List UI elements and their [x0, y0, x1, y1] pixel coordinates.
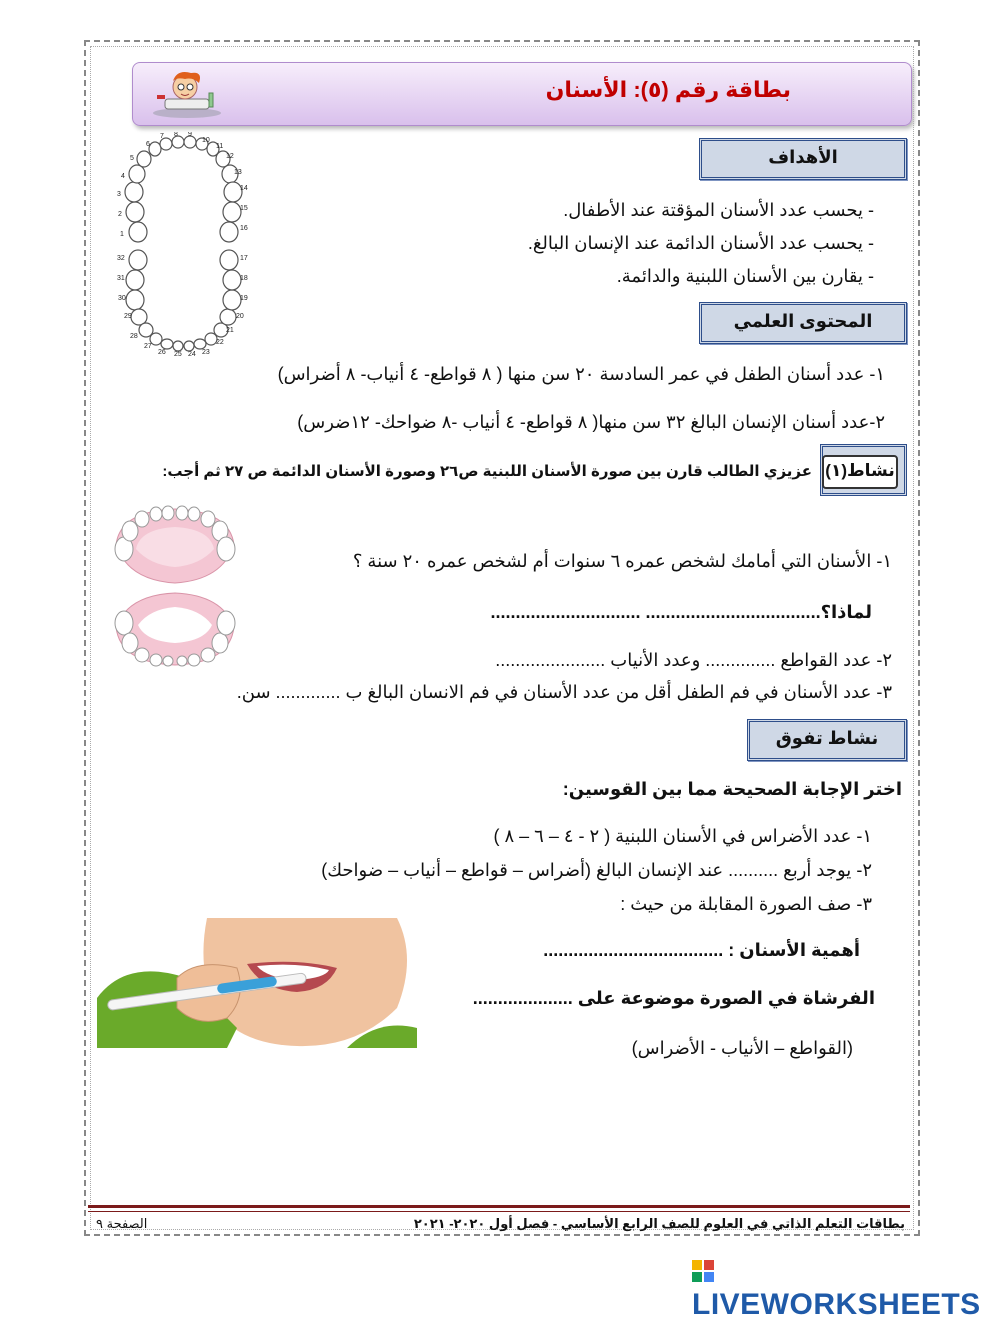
page-title: بطاقة رقم (٥): الأسنان [545, 77, 791, 102]
tooth-number: 1 [120, 231, 124, 238]
tooth-number: 19 [240, 295, 248, 302]
objective-item: - يقارن بين الأسنان اللبنية والدائمة. [616, 266, 874, 286]
content-line: ١- عدد أسنان الطفل في عمر السادسة ٢٠ سن منها ( ٨ قواطع- ٤ أنياب- ٨ أضراس) [277, 364, 885, 384]
tooth-number: 6 [146, 141, 150, 148]
content-line: ٢-عدد أسنان الإنسان البالغ ٣٢ سن منها( ٨ قواطع- ٤ أنياب -٨ ضواحك- ١٢ضرس) [297, 412, 885, 432]
tooth-number: 30 [118, 295, 126, 302]
activity1-box [820, 444, 907, 496]
activity1-q3: ٣- عدد الأسنان في فم الطفل أقل من عدد الأسنان في فم الانسان البالغ ب ............. سن. [236, 682, 892, 702]
tooth-chart-diagram [108, 132, 258, 358]
tooth-number: 22 [216, 339, 224, 346]
tooth-number: 20 [236, 313, 244, 320]
excellence-instruction: اختر الإجابة الصحيحة مما بين القوسين: [562, 779, 902, 799]
objective-item: - يحسب عدد الأسنان المؤقتة عند الأطفال. [563, 200, 874, 220]
excellence-q1: ١- عدد الأضراس في الأسنان اللبنية ( ٢ - ٤ – ٦ – ٨ ) [493, 826, 872, 846]
tooth-number: 27 [144, 343, 152, 350]
activity1-why: لماذا؟................................... .............................. [490, 602, 872, 622]
tooth-number: 9 [188, 132, 192, 138]
tooth-number: 7 [160, 133, 164, 140]
liveworksheets-logo: LIVEWORKSHEETS [692, 1254, 1000, 1322]
tooth-number: 16 [240, 225, 248, 232]
objective-item: - يحسب عدد الأسنان الدائمة عند الإنسان البالغ. [527, 233, 874, 253]
footer-divider [88, 1205, 910, 1208]
activity1-instruction: عزيزي الطالب قارن بين صورة الأسنان اللبنية ص٢٦ وصورة الأسنان الدائمة ص ٢٧ ثم أجب: [162, 463, 812, 480]
tooth-number: 21 [226, 327, 234, 334]
activity1-label: نشاط(١) [822, 455, 898, 489]
tooth-number: 17 [240, 255, 248, 262]
tooth-number: 3 [117, 191, 121, 198]
activity1-q1: ١- الأسنان التي أمامك لشخص عمره ٦ سنوات أم لشخص عمره ٢٠ سنة ؟ [352, 551, 892, 571]
tooth-number: 29 [124, 313, 132, 320]
boy-brushing-teeth-image [97, 918, 417, 1048]
excellence-choices: (القواطع – الأنياب - الأضراس) [631, 1038, 853, 1058]
tooth-number: 24 [188, 351, 196, 358]
activity1-q2: ٢- عدد القواطع .............. وعدد الأنياب ...................... [495, 650, 892, 670]
cartoon-scientist-icon [147, 69, 227, 119]
tooth-number: 12 [226, 153, 234, 160]
tooth-number: 32 [117, 255, 125, 262]
tooth-number: 14 [240, 185, 248, 192]
tooth-number: 31 [117, 275, 125, 282]
excellence-q3: ٣- صف الصورة المقابلة من حيث : [620, 894, 872, 914]
tooth-number: 4 [121, 173, 125, 180]
tooth-number: 8 [174, 132, 178, 138]
excellence-importance: أهمية الأسنان : .................................... [543, 940, 860, 960]
footer-text: بطاقات التعلم الذاتي في العلوم للصف الرابع الأساسي - فصل أول ٢٠٢٠- ٢٠٢١ [413, 1216, 905, 1231]
tooth-number: 5 [130, 155, 134, 162]
liveworksheets-icon [692, 1260, 714, 1282]
excellence-header: نشاط تفوق [747, 719, 907, 761]
tooth-number: 15 [240, 205, 248, 212]
footer-divider-thin [88, 1211, 910, 1212]
page-number: الصفحة ٩ [96, 1216, 148, 1231]
milk-teeth-image [110, 505, 240, 667]
excellence-brush: الفرشاة في الصورة موضوعة على .................... [472, 988, 875, 1008]
tooth-number: 10 [202, 137, 210, 144]
tooth-number: 11 [216, 143, 224, 150]
excellence-q2: ٢- يوجد أربع .......... عند الإنسان البالغ (أضراس – قواطع – أنياب – ضواحك) [321, 860, 872, 880]
title-banner [132, 62, 912, 126]
tooth-number: 18 [240, 275, 248, 282]
content-header: المحتوى العلمي [699, 302, 907, 344]
tooth-number: 2 [118, 211, 122, 218]
tooth-number: 25 [174, 351, 182, 358]
tooth-number: 26 [158, 349, 166, 356]
tooth-number: 23 [202, 349, 210, 356]
objectives-header: الأهداف [699, 138, 907, 180]
tooth-number: 13 [234, 169, 242, 176]
tooth-number: 28 [130, 333, 138, 340]
